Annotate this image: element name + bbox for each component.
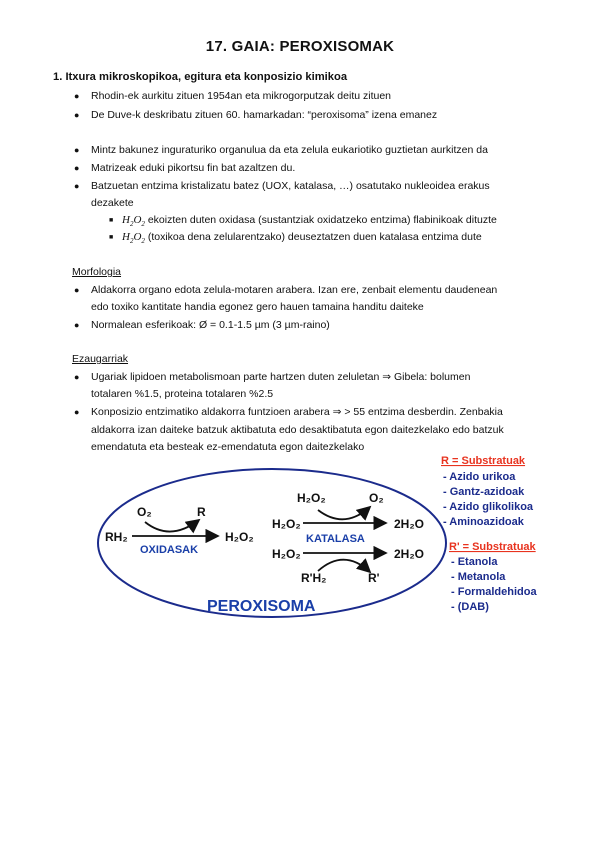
o2-label: O₂ [137,505,152,519]
square-bullet-icon: ■ [109,234,114,241]
list-item: Konposizio entzimatiko aldakorra funtzioen arabera ⇒ > 55 entzima desberdin. Zenbakia [91,406,503,418]
bullet-icon: ● [74,181,80,191]
list-item: Mintz bakunez inguraturiko organulua da eta zelula eukariotiko guztietan aurkitzen da [91,144,488,156]
list-item-continuation: edo toxiko kantitate handia egonez gero hauen tamaina handitu daiteke [91,301,424,313]
bullet-icon: ● [74,110,80,120]
list-item: Batzuetan entzima kristalizatu batez (UOX, katalasa, …) osatutako nukleoidea erakus [91,180,490,192]
list-item: Rhodin-ek aurkitu zituen 1954an eta mikrogorputzak deitu zituen [91,90,392,102]
bullet-icon: ● [74,372,80,382]
bullet-icon: ● [74,320,80,330]
oxidasak-label: OXIDASAK [140,544,199,556]
bullet-icon: ● [74,285,80,295]
o2-top: O₂ [369,491,384,505]
list-item: Aldakorra organo edota zelula-motaren arabera. Izan ere, zenbait elementu daudenean [91,284,498,296]
rph2-label: R'H₂ [301,571,327,585]
list-item: Matrizeak eduki pikortsu fin bat azaltzen du. [91,162,296,174]
rp-substrate-item: - Etanola [451,556,498,568]
bullet-icon: ● [74,145,80,155]
section-heading: 1. Itxura mikroskopikoa, egitura eta konposizio kimikoa [53,71,348,83]
h2o-product-1: 2H₂O [394,517,425,531]
r-substrate-item: - Azido glikolikoa [443,501,534,513]
rp-substrate-item: - Metanola [451,571,506,583]
sub-list-item: $H_2O_2$ (toxikoa dena zelularentzako) deuseztatzen duen katalasa entzima dute [122,231,482,246]
page-title: 17. GAIA: PEROXISOMAK [205,38,395,55]
r-substrate-item: - Aminoazidoak [443,516,524,528]
bullet-icon: ● [74,163,80,173]
bullet-icon: ● [74,407,80,417]
oxidase-curved-arrow [145,520,199,532]
r-substrate-item: - Gantz-azidoak [443,486,525,498]
catalase-curved-arrow-1 [318,507,370,519]
r-substrates-title: R = Substratuak [441,455,526,467]
list-item-continuation: dezakete [91,197,134,209]
square-bullet-icon: ■ [109,217,114,224]
morfologia-heading: Morfologia [72,266,122,278]
rp-substrates-title: R' = Substratuak [449,541,536,553]
katalasa-label: KATALASA [306,533,365,545]
h2o-product-2: 2H₂O [394,547,425,561]
h2o2-top: H₂O₂ [297,491,326,505]
list-item-continuation: emendatuta eta besteak ez-emendatuta egon daitezkelako [91,441,365,453]
h2o2-substrate-1: H₂O₂ [272,517,301,531]
rp-substrate-item: - (DAB) [451,601,489,613]
r-label: R [197,505,206,519]
sub-list-item: $H_2O_2$ ekoizten duten oxidasa (sustantziak oxidatzeko entzima) flabinikoak dituzte [122,214,497,229]
rp-label: R' [368,571,380,585]
bullet-icon: ● [74,91,80,101]
r-substrate-item: - Azido urikoa [443,471,516,483]
rp-substrate-item: - Formaldehidoa [451,586,537,598]
ezaugarriak-heading: Ezaugarriak [72,353,129,365]
peroxisoma-label: PEROXISOMA [207,598,316,615]
rh2-label: RH₂ [105,530,128,544]
peroxisome-membrane [98,469,446,617]
list-item: Ugariak lipidoen metabolismoan parte hartzen duten zeluletan ⇒ Gibela: bolumen [91,371,471,383]
h2o2-product: H₂O₂ [225,530,254,544]
list-item-continuation: aldakorra izan daiteke batzuk aktibatuta edo desaktibatuta egon daitezkelako edo batzuk [91,424,504,436]
list-item-continuation: totalaren %1.5, proteina totalaren %2.5 [91,388,274,400]
list-item: Normalean esferikoak: Ø = 0.1-1.5 µm (3 µm-raino) [91,319,330,331]
list-item: De Duve-k deskribatu zituen 60. hamarkadan: “peroxisoma” izena emanez [91,109,438,121]
h2o2-substrate-2: H₂O₂ [272,547,301,561]
